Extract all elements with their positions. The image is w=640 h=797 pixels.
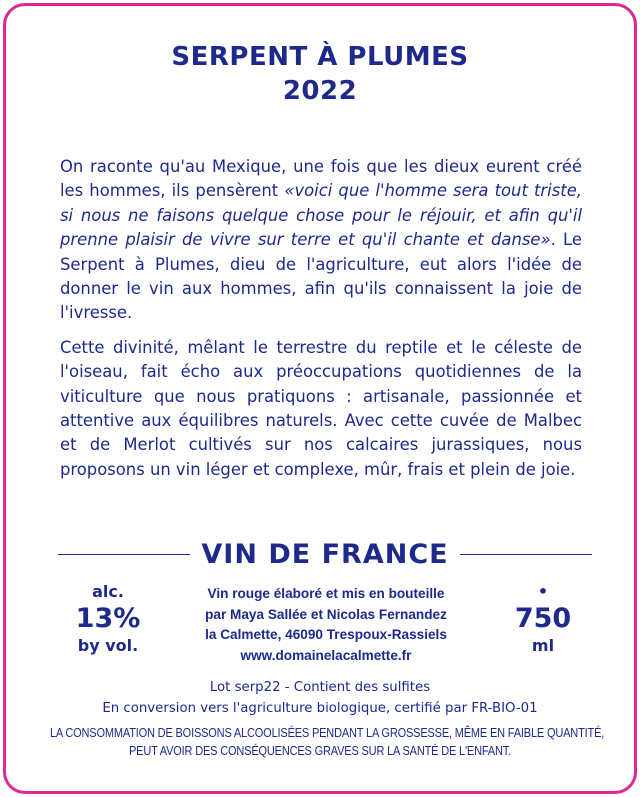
story-p1-end: . Le Serpent à Plumes, dieu de l'agriculture, eut alors l'idée de donner le vin aux hommes, afin qu'ils connaissent la joie de l'ivresse. bbox=[60, 230, 582, 323]
volume-value: 750 bbox=[514, 603, 572, 634]
pregnancy-warning bbox=[6, 724, 634, 759]
wine-name: SERPENT À PLUMES bbox=[171, 42, 469, 72]
warning-line-2: PEUT AVOIR DES CONSÉQUENCES GRAVES SUR LA SANTÉ DE L'ENFANT. bbox=[129, 742, 511, 758]
story-p1-start: On raconte qu'au Mexique, une fois que les dieux eurent créé les hommes, ils pensèrent bbox=[60, 157, 582, 201]
volume-bullet: • bbox=[537, 582, 549, 601]
producer-website: www.domainelacalmette.fr bbox=[240, 647, 412, 663]
appellation: VIN DE FRANCE bbox=[201, 539, 449, 570]
vintage-year: 2022 bbox=[282, 76, 358, 106]
alcohol-unit: by vol. bbox=[77, 636, 139, 655]
producer-address: la Calmette, 46090 Trespoux-Rassiels bbox=[205, 627, 447, 642]
divider-left bbox=[58, 554, 190, 555]
producer-line-1: Vin rouge élaboré et mis en bouteille bbox=[207, 586, 445, 601]
producer-info bbox=[166, 584, 486, 666]
divider-right bbox=[460, 554, 592, 555]
alcohol-label: alc. bbox=[92, 582, 124, 601]
story-paragraph-1 bbox=[60, 155, 582, 326]
volume-unit: ml bbox=[531, 636, 555, 655]
alcohol-content bbox=[58, 582, 158, 656]
wine-label bbox=[3, 3, 637, 794]
organic-certification: En conversion vers l'agriculture biologique, certifié par FR-BIO-01 bbox=[102, 701, 538, 716]
story-p1-quote: «voici que l'homme sera tout triste, si nous ne faisons quelque chose pour le réjouir, et afin qu'il prenne plaisir de vivre sur terre et qu'il chante et danse» bbox=[60, 181, 582, 250]
warning-line-1: LA CONSOMMATION DE BOISSONS ALCOOLISÉES PENDANT LA GROSSESSE, MÊME EN FAIBLE QUANTITÉ, bbox=[49, 725, 605, 740]
volume-content bbox=[493, 582, 593, 656]
story-text bbox=[60, 155, 582, 482]
lot-info: Lot serp22 - Contient des sulfites bbox=[209, 680, 431, 695]
story-paragraph-2: Cette divinité, mêlant le terrestre du reptile et le céleste de l'oiseau, fait écho aux préoccupations quotidiennes de la viticulture que nous pratiquons : artisanale, passionnée et attentive aux équilibres naturels. Avec cette cuvée de Malbec et de Merlot cultivés sur nos calcaires jurassiques, nous proposons un vin léger et complexe, mûr, frais et plein de joie. bbox=[60, 337, 582, 479]
producer-line-2: par Maya Sallée et Nicolas Fernandez bbox=[205, 606, 447, 622]
alcohol-value: 13% bbox=[75, 603, 141, 634]
